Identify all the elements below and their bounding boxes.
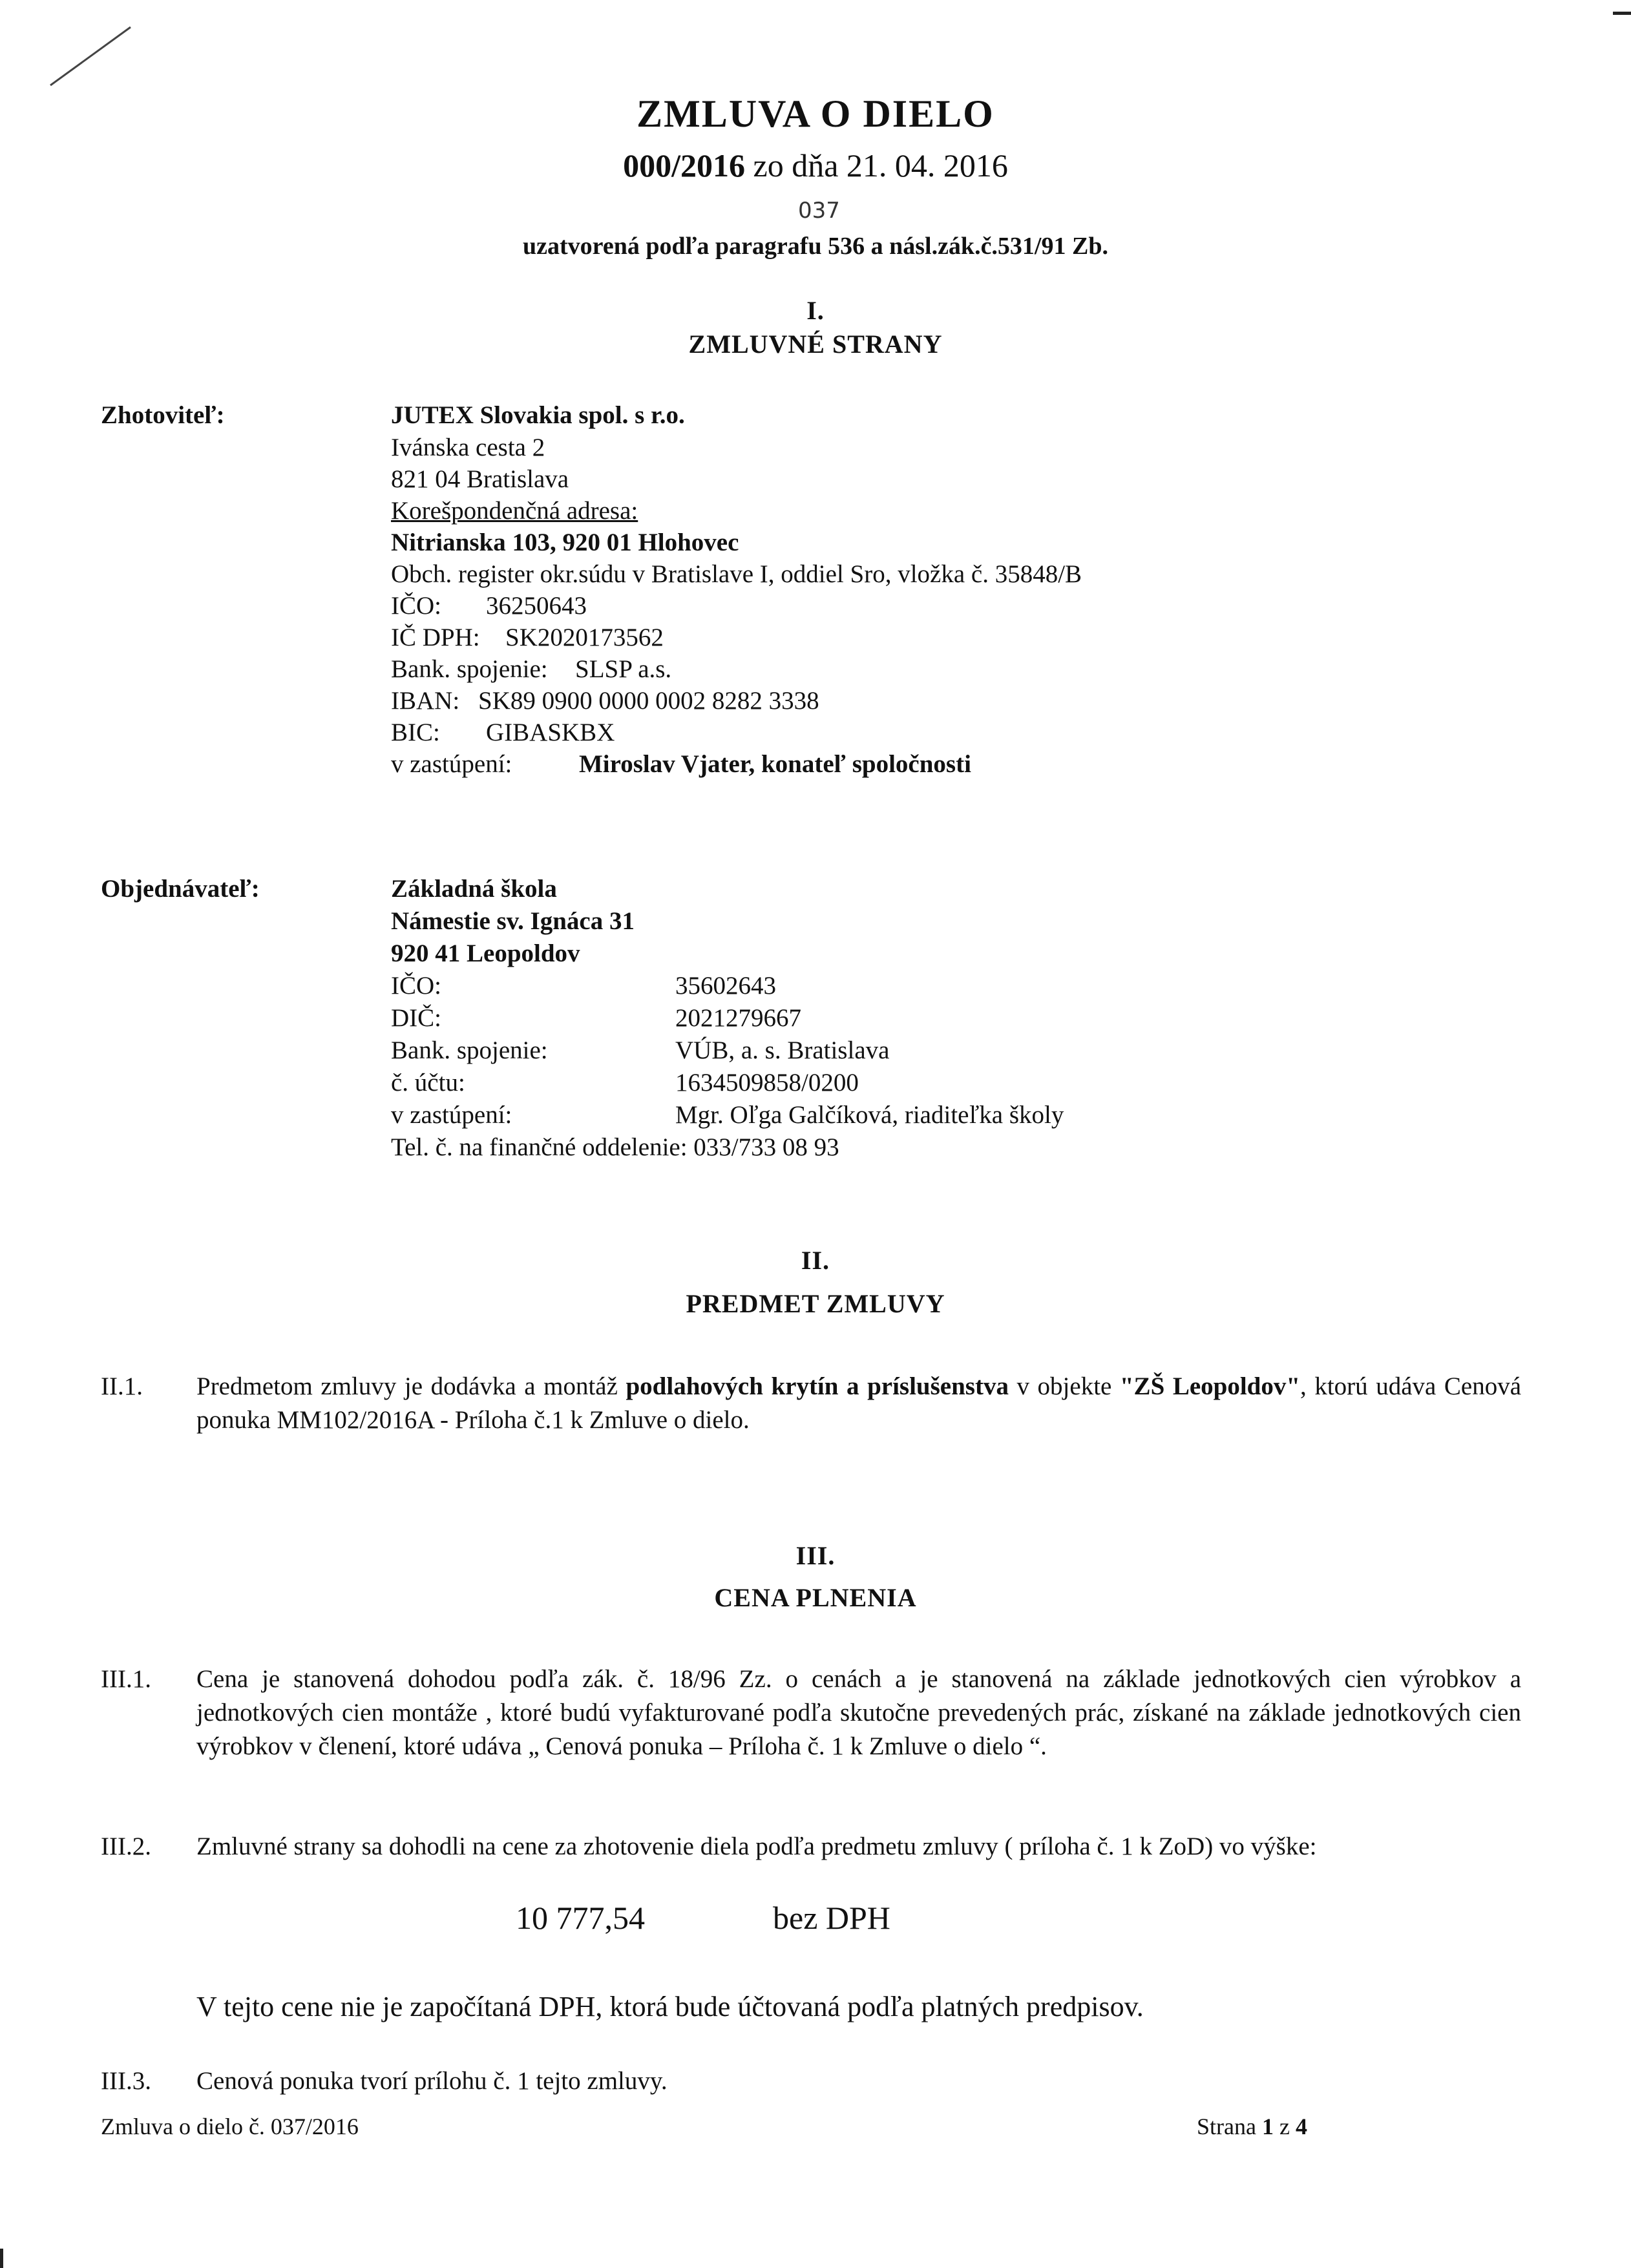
client-name: Základná škola xyxy=(391,875,557,903)
price-value: 10 777,54 xyxy=(516,1900,645,1936)
contractor-bank-label: Bank. spojenie: xyxy=(391,655,548,683)
contractor-bank: SLSP a.s. xyxy=(575,655,672,683)
contract-number: 000/2016 xyxy=(623,147,745,184)
contractor-role-label: Zhotoviteľ: xyxy=(101,401,225,429)
correspondence-label: Korešpondenčná adresa: xyxy=(391,497,638,525)
section-2-numeral: II. xyxy=(801,1246,830,1275)
contractor-bic: GIBASKBX xyxy=(486,719,615,746)
contractor-representative: Miroslav Vjater, konateľ spoločnosti xyxy=(579,750,971,778)
legal-basis: uzatvorená podľa paragrafu 536 a násl.zák.č.531/91 Zb. xyxy=(523,233,1108,260)
footer-contract-ref: Zmluva o dielo č. 037/2016 xyxy=(101,2114,359,2139)
section-1-title: ZMLUVNÉ STRANY xyxy=(688,330,943,359)
item-3-1-text: Cena je stanovená dohodou podľa zák. č. 18/96 Zz. o cenách a je stanovená na základe jednotkových cien výrobkov a jednotkových cien montáže , ktoré budú vyfakturované podľa skutočne prevedených prác, získané na základe jednotkových cien výrobkov v členení, ktoré udáva „ Cenová ponuka – Príloha č. 1 k Zmluve o dielo “. xyxy=(196,1665,1521,1760)
client-ico-label: IČO: xyxy=(391,972,441,1000)
section-2-title: PREDMET ZMLUVY xyxy=(686,1289,945,1318)
scan-edge-mark-bottom xyxy=(0,2249,3,2268)
contractor-bic-label: BIC: xyxy=(391,719,440,746)
contractor-name: JUTEX Slovakia spol. s r.o. xyxy=(391,401,685,429)
price-suffix: bez DPH xyxy=(773,1900,890,1936)
contractor-iban: SK89 0900 0000 0002 8282 3338 xyxy=(478,687,819,715)
contract-date: zo dňa 21. 04. 2016 xyxy=(753,147,1008,184)
contractor-ico: 36250643 xyxy=(486,592,587,620)
contractor-icdph-label: IČ DPH: xyxy=(391,624,480,651)
client-bank-label: Bank. spojenie: xyxy=(391,1036,548,1064)
contractor-city: 821 04 Bratislava xyxy=(391,465,569,493)
vat-note: V tejto cene nie je započítaná DPH, ktorá bude účtovaná podľa platných predpisov. xyxy=(196,1991,1144,2022)
scan-edge-mark xyxy=(1613,12,1631,15)
client-city: 920 41 Leopoldov xyxy=(391,940,580,967)
client-role-label: Objednávateľ: xyxy=(101,875,260,903)
client-phone: Tel. č. na finančné oddelenie: 033/733 08 93 xyxy=(391,1133,839,1161)
item-3-2-number: III.2. xyxy=(101,1832,151,1860)
client-account: 1634509858/0200 xyxy=(675,1069,859,1097)
correspondence-address: Nitrianska 103, 920 01 Hlohovec xyxy=(391,529,739,556)
item-2-1-number: II.1. xyxy=(101,1372,143,1400)
pen-stroke-mark xyxy=(45,19,136,90)
section-3-numeral: III. xyxy=(795,1541,836,1570)
contractor-icdph: SK2020173562 xyxy=(505,624,664,651)
contractor-street: Ivánska cesta 2 xyxy=(391,434,545,461)
contractor-representative-label: v zastúpení: xyxy=(391,750,512,778)
document-title: ZMLUVA O DIELO xyxy=(637,92,994,135)
handwritten-number: 037 xyxy=(798,198,840,224)
document-number-line xyxy=(0,149,1631,182)
client-account-label: č. účtu: xyxy=(391,1069,465,1097)
item-3-3-text: Cenová ponuka tvorí prílohu č. 1 tejto zmluvy. xyxy=(196,2067,668,2095)
item-3-2-text: Zmluvné strany sa dohodli na cene za zhotovenie diela podľa predmetu zmluvy ( príloha č. 1 k ZoD) vo výške: xyxy=(196,1832,1317,1860)
client-representative: Mgr. Oľga Galčíková, riaditeľka školy xyxy=(675,1101,1064,1129)
footer-page-indicator: Strana 1 z 4 xyxy=(1197,2114,1307,2139)
item-3-3-number: III.3. xyxy=(101,2067,151,2095)
contractor-ico-label: IČO: xyxy=(391,592,441,620)
client-bank: VÚB, a. s. Bratislava xyxy=(675,1036,890,1064)
section-3-title: CENA PLNENIA xyxy=(714,1583,917,1612)
client-representative-label: v zastúpení: xyxy=(391,1101,512,1129)
client-dic-label: DIČ: xyxy=(391,1004,441,1032)
contractor-iban-label: IBAN: xyxy=(391,687,460,715)
client-street: Námestie sv. Ignáca 31 xyxy=(391,907,635,935)
item-3-1-number: III.1. xyxy=(101,1665,151,1693)
client-ico: 35602643 xyxy=(675,972,776,1000)
section-1-numeral: I. xyxy=(806,296,825,325)
client-dic: 2021279667 xyxy=(675,1004,801,1032)
item-2-1-text: Predmetom zmluvy je dodávka a montáž podlahových krytín a príslušenstva v objekte "ZŠ Leopoldov", ktorú udáva Cenová ponuka MM102/2016A - Príloha č.1 k Zmluve o dielo. xyxy=(196,1372,1522,1434)
contractor-register: Obch. register okr.súdu v Bratislave I, oddiel Sro, vložka č. 35848/B xyxy=(391,560,1082,588)
